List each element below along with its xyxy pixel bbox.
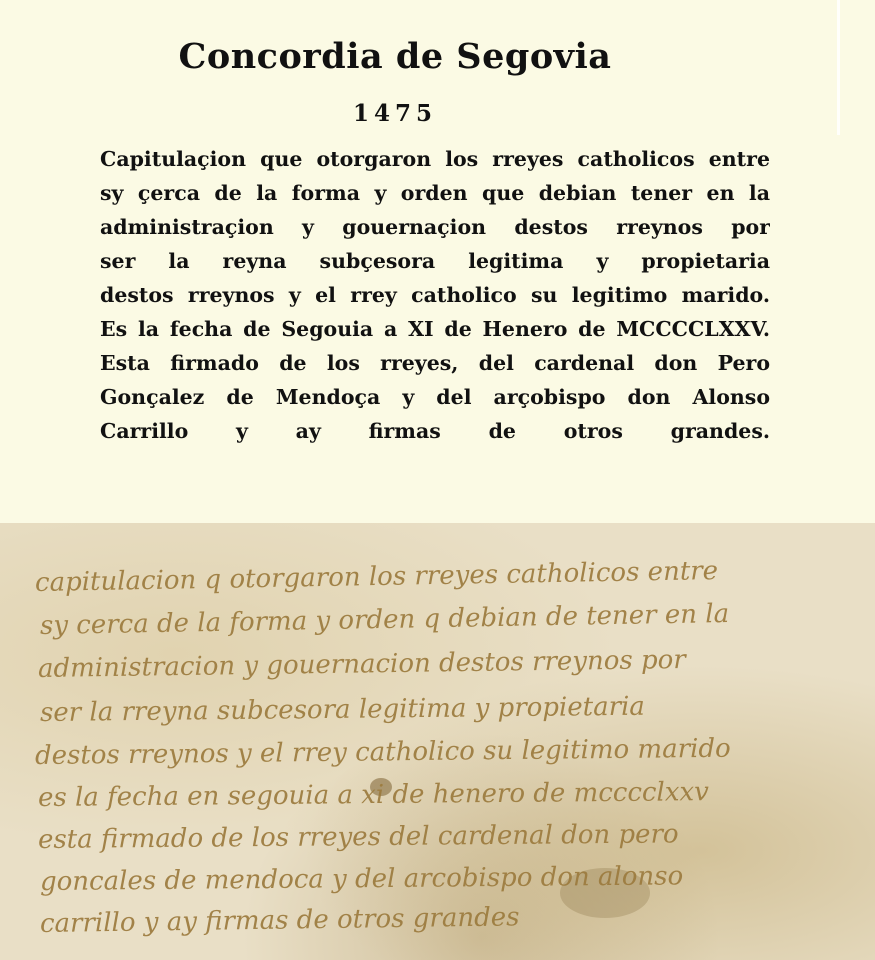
manuscript-line: goncales de mendoca y del arcobispo don alonso	[39, 861, 684, 897]
manuscript-image	[0, 523, 875, 960]
page-title: Concordia de Segovia	[178, 36, 612, 77]
printed-line: Gonçalez de Mendoça y del arçobispo don Alonso	[100, 385, 770, 409]
printed-line: destos rreynos y el rrey catholico su legitimo marido.	[100, 283, 770, 307]
manuscript-line: esta firmado de los rreyes del cardenal don pero	[37, 819, 679, 855]
printed-line: Capitulaçion que otorgaron los rreyes catholicos entre	[100, 147, 770, 171]
manuscript-line: sy cerca de la forma y orden q debian de tener en la	[39, 598, 730, 641]
manuscript-line: ser la rreyna subcesora legitima y propietaria	[39, 691, 646, 728]
manuscript-line: carrillo y ay firmas de otros grandes	[39, 902, 520, 939]
printed-line: Es la fecha de Segouia a XI de Henero de MCCCCLXXV.	[100, 317, 770, 341]
printed-line: Esta firmado de los rreyes, del cardenal don Pero	[100, 351, 770, 375]
document-year: 1475	[352, 100, 437, 127]
manuscript-line: destos rreynos y el rrey catholico su legitimo marido	[34, 733, 731, 771]
printed-line: ser la reyna subçesora legitima y propietaria	[100, 249, 770, 273]
printed-line: administraçion y gouernaçion destos rreynos por	[100, 215, 770, 239]
manuscript-line: administracion y gouernacion destos rreynos por	[37, 644, 686, 684]
printed-line: sy çerca de la forma y orden que debian tener en la	[100, 181, 770, 205]
manuscript-line: es la fecha en segouia a xi de henero de mcccclxxv	[37, 777, 709, 813]
printed-line: Carrillo y ay firmas de otros grandes.	[100, 419, 770, 443]
manuscript-line: capitulacion q otorgaron los rreyes catholicos entre	[34, 556, 719, 598]
